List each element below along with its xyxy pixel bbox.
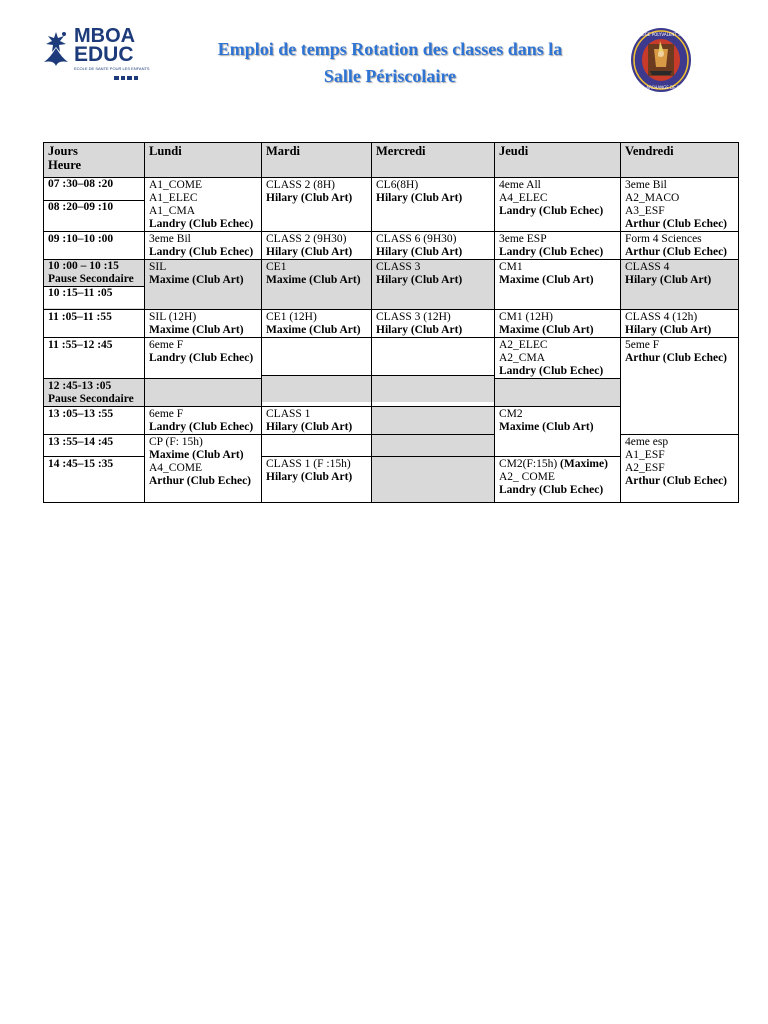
class-name: CL6(8H) — [376, 179, 419, 191]
table-row — [44, 310, 739, 338]
seal-ring-text-bottom: MICHEL ARCHANGE DE SOKIAN — [630, 85, 692, 90]
class-name: A2_ELEC — [499, 339, 548, 351]
class-name: SIL — [149, 261, 167, 273]
class-name: Form 4 Sciences — [625, 233, 702, 245]
teacher-club: Arthur (Club Echec) — [625, 352, 728, 364]
vendredi-slot-8 — [621, 435, 739, 503]
time-slot: 11 :55–12 :45 — [44, 338, 145, 379]
lundi-slot-1 — [145, 178, 262, 232]
time-slot: 13 :05–13 :55 — [44, 407, 145, 435]
table-row — [44, 435, 739, 457]
class-name: A2_ COME — [499, 471, 555, 483]
mardi-slot-1 — [262, 178, 372, 232]
jeudi-slot-7 — [495, 407, 621, 457]
jeudi-slot-4 — [495, 310, 621, 338]
lundi-pause — [145, 379, 262, 407]
teacher-club: Landry (Club Echec) — [149, 246, 254, 258]
header-day-mercredi: Mercredi — [372, 143, 495, 178]
teacher-club: Maxime (Club Art) — [499, 274, 594, 286]
teacher-name: (Maxime) — [560, 458, 608, 470]
class-name: CE1 — [266, 261, 287, 273]
jeudi-slot-3 — [495, 260, 621, 310]
lundi-slot-8 — [145, 435, 262, 503]
time-slot: 12 :45-13 :05 — [48, 380, 112, 392]
teacher-club: Hilary (Club Art) — [376, 324, 463, 336]
time-slot-cell — [44, 379, 145, 407]
class-name: A2_ESF — [625, 462, 665, 474]
time-slot: 14 :45–15 :35 — [44, 457, 145, 503]
class-name: A1_COME — [149, 179, 203, 191]
class-name: CLASS 4 (12h) — [625, 311, 698, 323]
class-name: A1_ELEC — [149, 192, 198, 204]
seal-ring-text-top: COLLEGE POLYVALENT SAINT — [631, 32, 691, 37]
class-name: 3eme Bil — [149, 233, 191, 245]
time-slot-cell — [44, 260, 145, 310]
school-seal-logo — [630, 27, 692, 93]
teacher-club: Arthur (Club Echec) — [625, 218, 728, 230]
vendredi-slot-3 — [621, 260, 739, 310]
mercredi-slot-4 — [372, 310, 495, 338]
header-jours: Jours — [48, 144, 78, 158]
lundi-slot-2 — [145, 232, 262, 260]
mardi-slot-2 — [262, 232, 372, 260]
logo-tagline: ECOLE DE SANTE POUR LES ENFANTS — [74, 66, 150, 71]
teacher-club: Maxime (Club Art) — [149, 324, 244, 336]
timetable-header-row — [44, 143, 739, 178]
class-name: A2_CMA — [499, 352, 546, 364]
lundi-slot-3 — [145, 260, 262, 310]
mercredi-slot-9 — [372, 457, 495, 503]
vendredi-slot-2 — [621, 232, 739, 260]
class-name: CLASS 6 (9H30) — [376, 233, 457, 245]
class-name: 5eme F — [625, 339, 660, 351]
class-name: 4eme All — [499, 179, 541, 191]
class-name: CE1 (12H) — [266, 311, 317, 323]
class-name: CP (F: 15h) — [149, 436, 203, 448]
class-name: A1_ESF — [625, 449, 665, 461]
teacher-club: Landry (Club Echec) — [499, 246, 604, 258]
tree-emblem-icon — [40, 28, 72, 68]
time-slot: 07 :30–08 :20 — [48, 178, 114, 190]
mardi-slot-7 — [262, 407, 372, 435]
seal-icon — [630, 27, 692, 93]
table-row — [44, 232, 739, 260]
mercredi-slot-3 — [372, 260, 495, 310]
mercredi-slot-8 — [372, 435, 495, 457]
teacher-club: Hilary (Club Art) — [266, 471, 353, 483]
class-name: A2_MACO — [625, 192, 680, 204]
lundi-slot-7 — [145, 407, 262, 435]
class-name-text: CM2(F:15h) — [499, 458, 561, 470]
table-row — [44, 260, 739, 310]
jeudi-slot-2 — [495, 232, 621, 260]
teacher-club: Landry (Club Echec) — [149, 218, 254, 230]
time-slot: 09 :10–10 :00 — [44, 232, 145, 260]
teacher-club: Hilary (Club Art) — [376, 192, 463, 204]
teacher-club: Maxime (Club Art) — [266, 324, 361, 336]
teacher-club: Landry (Club Echec) — [499, 484, 604, 496]
jeudi-slot-5 — [495, 338, 621, 379]
class-name: A4_COME — [149, 462, 203, 474]
vendredi-slot-4 — [621, 310, 739, 338]
teacher-club: Maxime (Club Art) — [149, 274, 244, 286]
class-name: CLASS 1 — [266, 408, 311, 420]
pause-shading-mercredi — [372, 375, 494, 402]
time-slot: 10 :00 – 10 :15 — [48, 260, 119, 272]
teacher-club: Hilary (Club Art) — [376, 274, 463, 286]
teacher-club: Arthur (Club Echec) — [149, 475, 252, 487]
teacher-club: Hilary (Club Art) — [376, 246, 463, 258]
teacher-club: Hilary (Club Art) — [266, 246, 353, 258]
class-name: CLASS 3 (12H) — [376, 311, 451, 323]
header-day-mardi: Mardi — [262, 143, 372, 178]
jeudi-pause — [495, 379, 621, 407]
mardi-slot-9 — [262, 457, 372, 503]
class-name: CLASS 2 (9H30) — [266, 233, 347, 245]
teacher-club: Hilary (Club Art) — [266, 192, 353, 204]
class-name: CM1 (12H) — [499, 311, 553, 323]
header-jours-heure — [44, 143, 145, 178]
teacher-club: Landry (Club Echec) — [149, 421, 254, 433]
teacher-club: Arthur (Club Echec) — [625, 475, 728, 487]
class-name: 6eme F — [149, 339, 184, 351]
class-name: A3_ESF — [625, 205, 665, 217]
class-name: CLASS 1 (F :15h) — [266, 458, 351, 470]
teacher-club: Maxime (Club Art) — [149, 449, 244, 461]
teacher-club: Arthur (Club Echec) — [625, 246, 728, 258]
class-name: CM2 — [499, 408, 523, 420]
class-name: 4eme esp — [625, 436, 669, 448]
class-name: A4_ELEC — [499, 192, 548, 204]
mercredi-slot-7 — [372, 407, 495, 435]
teacher-club: Maxime (Club Art) — [266, 274, 361, 286]
time-slot: 10 :15–11 :05 — [44, 286, 144, 308]
page-title — [170, 36, 610, 90]
time-slot: 13 :55–14 :45 — [44, 435, 145, 457]
header-day-jeudi: Jeudi — [495, 143, 621, 178]
teacher-club: Landry (Club Echec) — [499, 205, 604, 217]
lundi-slot-5 — [145, 338, 262, 379]
jeudi-slot-1 — [495, 178, 621, 232]
table-row — [44, 338, 739, 379]
class-name: 3eme ESP — [499, 233, 547, 245]
pause-shading-mardi — [262, 375, 371, 402]
class-name: 6eme F — [149, 408, 184, 420]
class-name: CLASS 4 — [625, 261, 670, 273]
teacher-club: Maxime (Club Art) — [499, 324, 594, 336]
timetable — [43, 142, 739, 503]
mardi-slot-4 — [262, 310, 372, 338]
class-name — [499, 458, 616, 471]
teacher-club: Maxime (Club Art) — [499, 421, 594, 433]
header-day-vendredi: Vendredi — [621, 143, 739, 178]
mercredi-slot-1 — [372, 178, 495, 232]
vendredi-slot-5 — [621, 338, 739, 435]
logo-bars — [114, 76, 138, 80]
mboa-educ-logo — [40, 26, 150, 86]
header-day-lundi: Lundi — [145, 143, 262, 178]
mardi-slot-8 — [262, 435, 372, 457]
logo-text-educ: EDUC — [74, 43, 134, 66]
title-line-1: Emploi de temps Rotation des classes dans la — [217, 39, 563, 59]
teacher-club: Hilary (Club Art) — [625, 274, 712, 286]
teacher-club: Hilary (Club Art) — [266, 421, 353, 433]
jeudi-slot-9 — [495, 457, 621, 503]
teacher-club: Landry (Club Echec) — [149, 352, 254, 364]
time-slot: 08 :20–09 :10 — [44, 200, 144, 214]
teacher-club: Hilary (Club Art) — [625, 324, 712, 336]
class-name: CM1 — [499, 261, 523, 273]
mardi-slot-3 — [262, 260, 372, 310]
time-slot: 11 :05–11 :55 — [44, 310, 145, 338]
class-name: A1_CMA — [149, 205, 196, 217]
table-row — [44, 178, 739, 232]
logo-text-mboa: MBOA — [74, 25, 136, 47]
class-name: SIL (12H) — [149, 311, 197, 323]
time-slot-cell — [44, 178, 145, 232]
header-heure: Heure — [48, 158, 82, 172]
class-name: CLASS 3 — [376, 261, 421, 273]
lundi-slot-4 — [145, 310, 262, 338]
class-name: CLASS 2 (8H) — [266, 179, 336, 191]
pause-label: Pause Secondaire — [48, 273, 134, 285]
mercredi-slot-2 — [372, 232, 495, 260]
teacher-club: Landry (Club Echec) — [499, 365, 604, 377]
class-name: 3eme Bil — [625, 179, 667, 191]
pause-label: Pause Secondaire — [48, 393, 134, 405]
title-line-2: Salle Périscolaire — [323, 66, 457, 86]
vendredi-slot-1 — [621, 178, 739, 232]
